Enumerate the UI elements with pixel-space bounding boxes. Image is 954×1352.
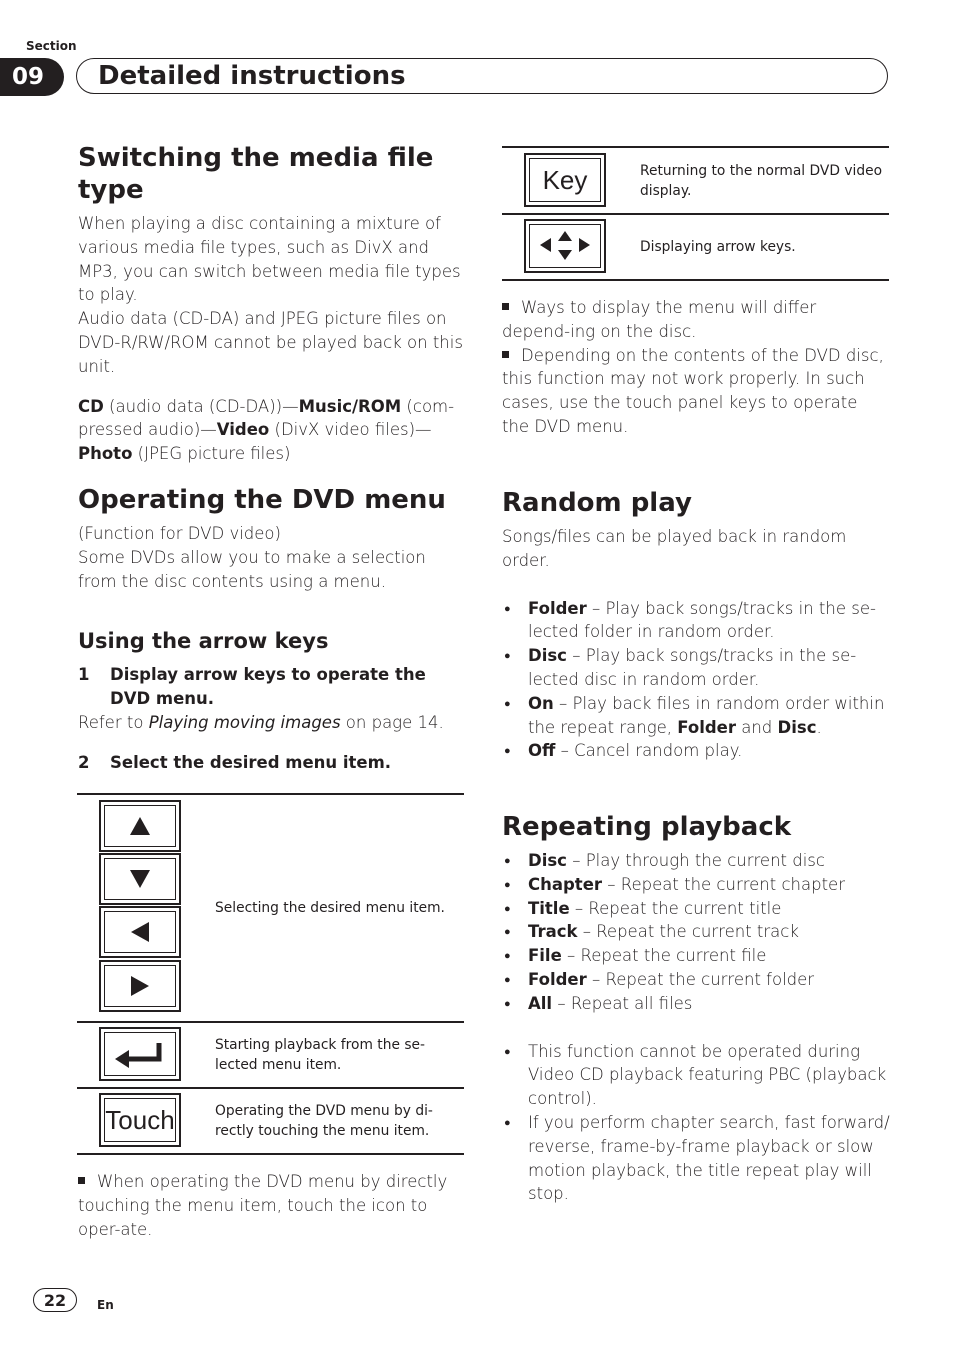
ref-suffix: on page 14. (340, 712, 444, 732)
touch-note (78, 1170, 464, 1241)
key-button-label: Key (542, 164, 588, 195)
item-desc: – Cancel random play. (555, 741, 743, 761)
ref-link-title: Playing moving images (148, 712, 341, 732)
list-item (502, 968, 892, 992)
item-desc: – Repeat the current file (561, 946, 767, 966)
repeat-heading: Repeating playback (502, 812, 792, 842)
item-name: Disc (528, 646, 567, 666)
dvd-menu-para-2: Some DVDs allow you to make a selection from the disc contents using a menu. (78, 547, 426, 591)
square-bullet-icon (502, 303, 509, 310)
note-text: When operating the DVD menu by directly touching the menu item, touch the icon to oper-ate. (78, 1172, 448, 1239)
media-type-desc: (JPEG picture files) (132, 444, 291, 464)
item-desc: – Play back songs/tracks in the se-lected folder in random order. (528, 598, 876, 642)
menu-notes (502, 296, 888, 439)
item-desc: . (816, 717, 822, 737)
media-type-name: Video (216, 420, 270, 440)
repeat-notes (502, 1040, 892, 1207)
dvd-menu-section (78, 484, 468, 775)
touch-key[interactable] (99, 1093, 181, 1147)
table-rule (77, 1087, 464, 1089)
note-text: Depending on the contents of the DVD disc, this function may not work properly. In such cases, use the touch panel keys to operate the DVD menu. (502, 345, 884, 436)
note-text: Ways to display the menu will differ depend-ing on the disc. (502, 298, 817, 341)
step-2 (78, 751, 468, 775)
table-desc: Returning to the normal DVD video display. (640, 163, 883, 199)
random-play-list (502, 597, 892, 764)
repeat-list (502, 849, 892, 1016)
list-item (502, 739, 892, 763)
down-arrow-key[interactable] (99, 853, 181, 905)
square-bullet-icon (78, 1177, 85, 1184)
section-label: Section (26, 39, 77, 53)
down-arrow-icon (129, 869, 151, 889)
item-desc: – Play back songs/tracks in the se-lected disc in random order. (528, 646, 857, 689)
item-name: File (528, 946, 562, 966)
page-language: En (97, 1298, 114, 1312)
random-play-heading: Random play (502, 488, 692, 518)
step-1 (78, 663, 468, 711)
random-play-intro: Songs/files can be played back in random order. (502, 527, 847, 570)
list-item (502, 692, 892, 740)
switching-para-1: When playing a disc containing a mixture of various media file types, such as DivX and MP3, you can switch between media file types to play. (78, 214, 461, 305)
item-name: Folder (528, 969, 587, 989)
item-name: Folder (677, 717, 736, 737)
list-item (502, 944, 892, 968)
random-play-section (502, 487, 892, 763)
step-text: Select the desired menu item. (110, 752, 392, 772)
item-name: On (528, 693, 554, 713)
media-type-desc: (com-pressed audio)— (78, 396, 455, 440)
item-desc: – Repeat the current track (577, 922, 799, 942)
item-name: Disc (528, 851, 567, 870)
media-type-name: Music/ROM (298, 396, 402, 416)
item-name: Folder (528, 598, 587, 618)
switching-heading: Switching the media file type (78, 143, 434, 205)
table-desc: Displaying arrow keys. (640, 239, 796, 255)
item-desc: – Play through the current disc (566, 851, 825, 870)
enter-key[interactable] (99, 1027, 181, 1081)
up-arrow-key[interactable] (99, 800, 181, 852)
switching-section (78, 142, 468, 466)
item-desc: – Repeat all files (552, 993, 693, 1013)
media-type-name: Photo (78, 444, 133, 464)
arrow-keys-icon (538, 229, 592, 263)
touch-key-label: Touch (105, 1104, 175, 1135)
right-arrow-key[interactable] (99, 960, 181, 1012)
switching-para-2: Audio data (CD-DA) and JPEG picture files on DVD-R/RW/ROM cannot be played back on this unit. (78, 309, 463, 376)
item-name: Off (528, 741, 556, 761)
arrow-keys-subheading: Using the arrow keys (78, 629, 329, 654)
item-name: Title (528, 898, 570, 918)
table-rule (502, 146, 889, 148)
list-item (502, 849, 892, 873)
item-name: Chapter (528, 874, 603, 894)
enter-icon (113, 1039, 167, 1069)
section-title: Detailed instructions (98, 61, 406, 91)
page-number: 22 (33, 1288, 77, 1312)
table-rule (77, 1021, 464, 1023)
square-bullet-icon (502, 351, 509, 358)
arrow-keys-button[interactable] (524, 219, 606, 273)
table-desc: Selecting the desired menu item. (215, 900, 445, 916)
media-type-desc: (DivX video files)— (269, 420, 432, 440)
repeat-section (502, 811, 892, 1206)
ref-prefix: Refer to (78, 712, 149, 732)
item-desc: and (735, 717, 778, 737)
item-desc: – Repeat the current chapter (602, 874, 845, 894)
step-1-reference (78, 711, 468, 735)
media-type-desc: (audio data (CD-DA))— (103, 396, 299, 416)
up-arrow-icon (129, 816, 151, 836)
list-item: ● If you perform chapter search, fast forward/ reverse, frame-by-frame playback or slow motion playback, the title repeat play will stop. (502, 1111, 892, 1206)
table-rule (502, 279, 889, 281)
media-type-sequence (78, 395, 468, 466)
left-arrow-key[interactable] (99, 906, 181, 958)
step-text: Display arrow keys to operate the DVD menu. (110, 665, 426, 709)
left-arrow-icon (130, 921, 150, 943)
list-item: ● This function cannot be operated during Video CD playback featuring PBC (playback control). (502, 1040, 892, 1111)
list-item (502, 597, 892, 645)
list-item (502, 873, 892, 897)
list-item (502, 644, 892, 692)
table-rule (77, 793, 464, 795)
item-desc: – Repeat the current folder (586, 969, 815, 989)
step-number: 2 (78, 752, 90, 772)
step-number: 1 (78, 665, 90, 685)
table-desc: Starting playback from the se-lected menu item. (215, 1037, 425, 1073)
table-desc: Operating the DVD menu by di-rectly touching the menu item. (215, 1103, 433, 1139)
table-rule (502, 213, 889, 215)
key-button[interactable] (524, 153, 606, 207)
item-desc: – Play back files in random order within the repeat range, (528, 693, 885, 737)
table-rule (77, 1153, 464, 1155)
right-arrow-icon (130, 975, 150, 997)
item-name: All (528, 993, 553, 1013)
item-name: Track (528, 922, 578, 942)
item-desc: – Repeat the current title (569, 898, 782, 918)
dvd-menu-para-1: (Function for DVD video) (78, 524, 281, 543)
menu-note (502, 296, 888, 344)
section-number-badge: 09 (0, 58, 64, 96)
menu-note (502, 344, 888, 439)
dvd-menu-heading: Operating the DVD menu (78, 485, 446, 515)
media-type-name: CD (78, 396, 104, 416)
item-name: Disc (777, 717, 817, 737)
list-item (502, 992, 892, 1016)
list-item (502, 897, 892, 921)
list-item (502, 920, 892, 944)
